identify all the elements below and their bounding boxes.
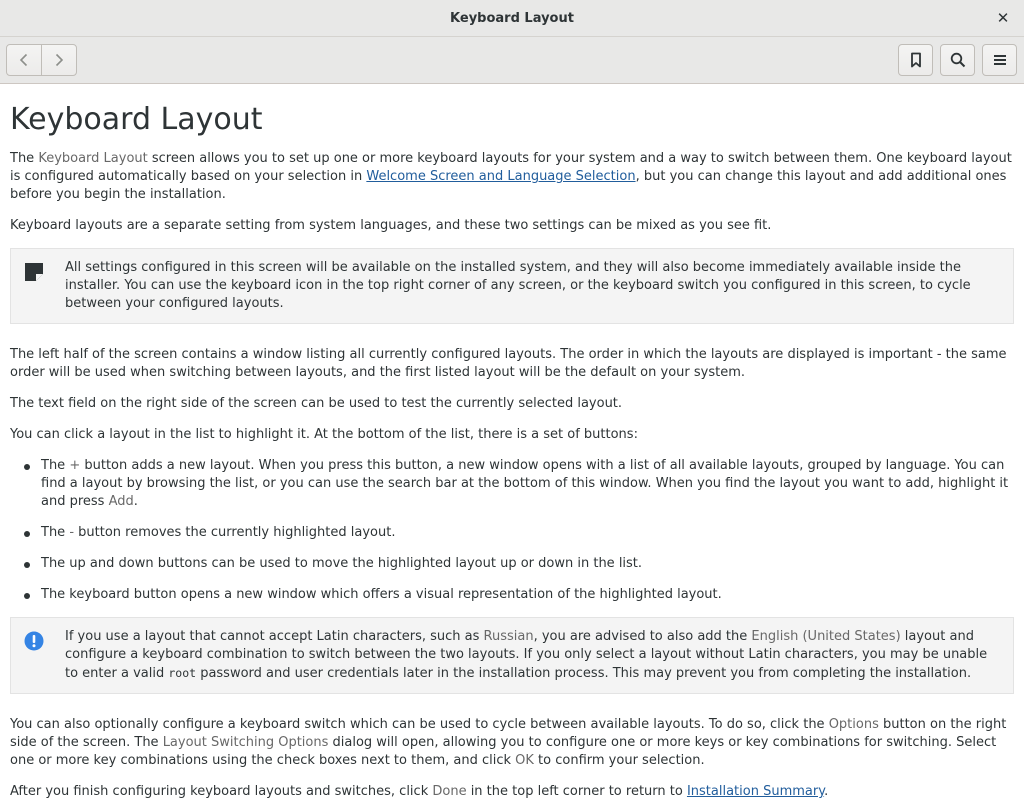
text: The bbox=[41, 525, 70, 540]
text: in the top left corner to return to bbox=[466, 784, 687, 799]
paragraph-layouts-languages: Keyboard layouts are a separate setting from system languages, and these two settings can be mixed as you see fit. bbox=[10, 218, 772, 233]
page-title: Keyboard Layout bbox=[10, 102, 263, 137]
paragraph-finish bbox=[10, 783, 1014, 801]
toolbar bbox=[0, 37, 1024, 84]
text: . bbox=[824, 784, 829, 799]
text: . bbox=[133, 494, 138, 509]
back-button[interactable] bbox=[6, 44, 42, 76]
text: , but you can change this layout and add additional ones before you begin the installation. bbox=[10, 169, 1007, 202]
close-icon[interactable]: ✕ bbox=[996, 9, 1010, 27]
intro-paragraph bbox=[10, 150, 1014, 204]
text: After you finish configuring keyboard layouts and switches, click bbox=[10, 784, 433, 799]
list-item bbox=[10, 524, 1014, 542]
gui-label: OK bbox=[515, 753, 534, 768]
text: dialog will open, allowing you to configure one or more keys or key combinations for switching. Select one or more key combinations using the check boxes next to them, and click bbox=[10, 735, 997, 768]
bookmark-button[interactable] bbox=[898, 44, 933, 76]
link-installation-summary[interactable]: Installation Summary bbox=[686, 784, 825, 799]
search-icon bbox=[950, 52, 966, 68]
code-root: root bbox=[168, 666, 197, 680]
gui-label: Russian bbox=[483, 629, 534, 644]
text: button on the right side of the screen. The bbox=[10, 717, 1007, 750]
paragraph-keyboard-switch bbox=[10, 716, 1014, 770]
note-box bbox=[10, 248, 1014, 324]
gui-label: Add bbox=[108, 494, 134, 509]
important-icon bbox=[24, 631, 44, 651]
paragraph-buttons-intro: You can click a layout in the list to highlight it. At the bottom of the list, there is a set of buttons: bbox=[10, 427, 638, 442]
link-welcome-screen[interactable]: Welcome Screen and Language Selection bbox=[366, 169, 636, 184]
text: You can also optionally configure a keyboard switch which can be used to cycle between available layouts. To do so, click the bbox=[10, 717, 829, 732]
hamburger-menu-icon bbox=[992, 52, 1008, 68]
help-content bbox=[0, 88, 1024, 799]
note-icon bbox=[24, 262, 44, 282]
forward-button[interactable] bbox=[41, 44, 77, 76]
text: The bbox=[10, 151, 39, 166]
text: to confirm your selection. bbox=[533, 753, 705, 768]
search-button[interactable] bbox=[940, 44, 975, 76]
important-text bbox=[65, 629, 987, 681]
paragraph-text-field: The text field on the right side of the screen can be used to test the currently selected layout. bbox=[10, 396, 623, 411]
text: button removes the currently highlighted layout. bbox=[74, 525, 396, 540]
gui-label: + bbox=[69, 458, 81, 473]
gui-label: Options bbox=[828, 717, 879, 732]
window-title: Keyboard Layout bbox=[450, 10, 574, 26]
menu-button[interactable] bbox=[982, 44, 1017, 76]
bookmark-icon bbox=[908, 52, 924, 68]
text: button adds a new layout. When you press this button, a new window opens with a list of all available layouts, grouped by language. You can find a layout by browsing the list, or you can use the search bar at the bottom of this window. When you find the layout you want to add, highlight it and press bbox=[41, 458, 1009, 509]
buttons-list bbox=[10, 457, 1014, 604]
gui-label: - bbox=[69, 525, 75, 540]
text: The bbox=[41, 458, 70, 473]
chevron-right-icon bbox=[51, 52, 67, 68]
gui-label: Done bbox=[432, 784, 467, 799]
gui-label: Layout Switching Options bbox=[162, 735, 329, 750]
list-item: The up and down buttons can be used to move the highlighted layout up or down in the list. bbox=[10, 555, 1014, 573]
chevron-left-icon bbox=[16, 52, 32, 68]
list-item bbox=[10, 457, 1014, 511]
gui-label: Keyboard Layout bbox=[38, 151, 148, 166]
text: password and user credentials later in the installation process. This may prevent you from completing the installation. bbox=[196, 666, 972, 681]
title-bar bbox=[0, 0, 1024, 37]
text: , you are advised to also add the bbox=[533, 629, 752, 644]
text: screen allows you to set up one or more keyboard layouts for your system and a way to switch between them. One keyboard layout is configured automatically based on your selection in bbox=[10, 151, 1012, 184]
note-text: All settings configured in this screen will be available on the installed system, and they will also become immediately available inside the installer. You can use the keyboard icon in the top right corner of any screen, or the keyboard switch you configured in this screen, to cycle between your configured layouts. bbox=[65, 260, 971, 311]
text: If you use a layout that cannot accept Latin characters, such as bbox=[65, 629, 484, 644]
gui-label: English (United States) bbox=[751, 629, 901, 644]
text: layout and configure a keyboard combination to switch between the two layouts. If you only select a layout without Latin characters, you may be unable to enter a valid bbox=[65, 629, 988, 681]
list-item: The keyboard button opens a new window which offers a visual representation of the highlighted layout. bbox=[10, 586, 1014, 604]
paragraph-left-half: The left half of the screen contains a window listing all currently configured layouts. The order in which the layouts are displayed is important - the same order will be used when switching between layouts, and the first listed layout will be the default on your system. bbox=[10, 347, 1007, 380]
important-box bbox=[10, 617, 1014, 694]
